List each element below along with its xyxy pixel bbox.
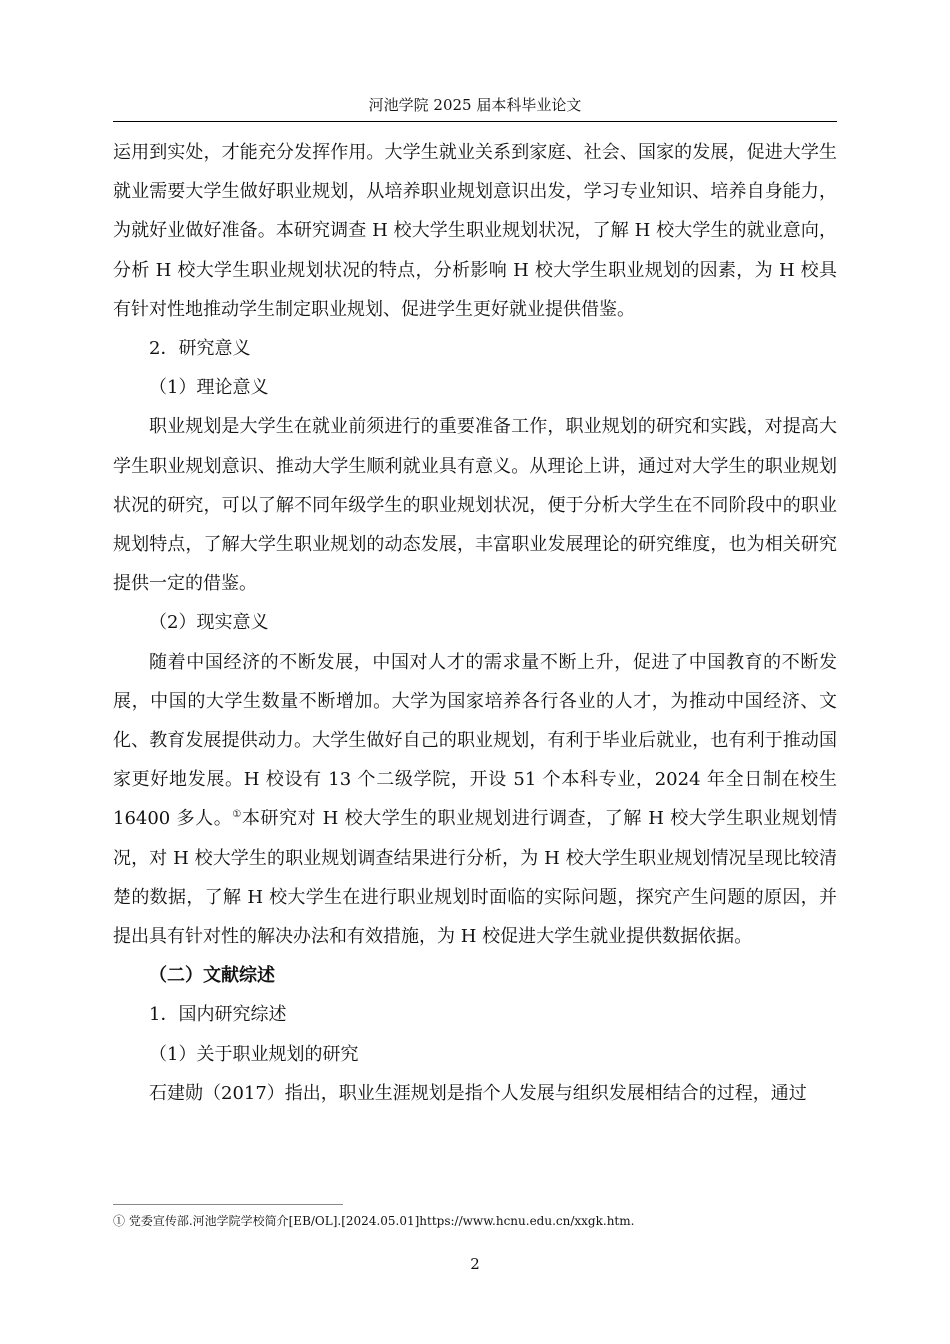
footnote: ① 党委宣传部.河池学院学校简介[EB/OL].[2024.05.01]https://www.hcnu.edu.cn/xxgk.htm. [113, 1214, 635, 1228]
page-number: 2 [470, 1255, 480, 1273]
heading-literature-review: （二）文献综述 [149, 965, 275, 987]
paragraph-practical [113, 643, 837, 957]
paragraph-shi-jianxun: 石建勋（2017）指出，职业生涯规划是指个人发展与组织发展相结合的过程，通过 [149, 1082, 807, 1104]
footnote-divider [113, 1204, 343, 1205]
paragraph-theoretical: 职业规划是大学生在就业前须进行的重要准备工作，职业规划的研究和实践，对提高大学生职业规划意识、推动大学生顺利就业具有意义。从理论上讲，通过对大学生的职业规划状况的研究，可以了解不同年级学生的职业规划状况，便于分析大学生在不同阶段中的职业规划特点，了解大学生职业规划的动态发展，丰富职业发展理论的研究维度，也为相关研究提供一定的借鉴。 [113, 416, 837, 595]
heading-theoretical-significance: （1）理论意义 [149, 377, 269, 399]
footnote-reference[interactable]: ① [232, 809, 242, 821]
body-content [113, 133, 837, 1113]
heading-practical-significance: （2）现实意义 [149, 612, 269, 634]
heading-career-planning-research: （1）关于职业规划的研究 [149, 1043, 359, 1065]
heading-domestic-review: 1．国内研究综述 [149, 1004, 287, 1026]
paragraph-intro-continuation: 运用到实处，才能充分发挥作用。大学生就业关系到家庭、社会、国家的发展，促进大学生就业需要大学生做好职业规划，从培养职业规划意识出发，学习专业知识、培养自身能力，为就好业做好准备。本研究调查 H 校大学生职业规划状况，了解 H 校大学生的就业意向，分析 H 校大学生职业规划状况的特点，分析影响 H 校大学生职业规划的因素，为 H 校具有针对性地推动学生制定职业规划、促进学生更好就业提供借鉴。 [113, 142, 837, 320]
heading-research-significance: 2．研究意义 [149, 338, 251, 360]
paragraph-practical-part1: 随着中国经济的不断发展，中国对人才的需求量不断上升，促进了中国教育的不断发展，中国的大学生数量不断增加。大学为国家培养各行各业的人才，为推动中国经济、文化、教育发展提供动力。大学生做好自己的职业规划，有利于毕业后就业，也有利于推动国家更好地发展。H 校设有 13 个二级学院，开设 51 个本科专业，2024 年全日制在校生 16400 多人。 [113, 651, 837, 830]
header-divider [113, 121, 837, 122]
paragraph-practical-part2: 本研究对 H 校大学生的职业规划进行调查，了解 H 校大学生职业规划情况，对 H 校大学生的职业规划调查结果进行分析，为 H 校大学生职业规划情况呈现比较清楚的数据，了解 H 校大学生在进行职业规划时面临的实际问题，探究产生问题的原因，并提出具有针对性的解决办法和有效措施，为 H 校促进大学生就业提供数据依据。 [113, 808, 838, 948]
page-header: 河池学院 2025 届本科毕业论文 [368, 96, 582, 114]
